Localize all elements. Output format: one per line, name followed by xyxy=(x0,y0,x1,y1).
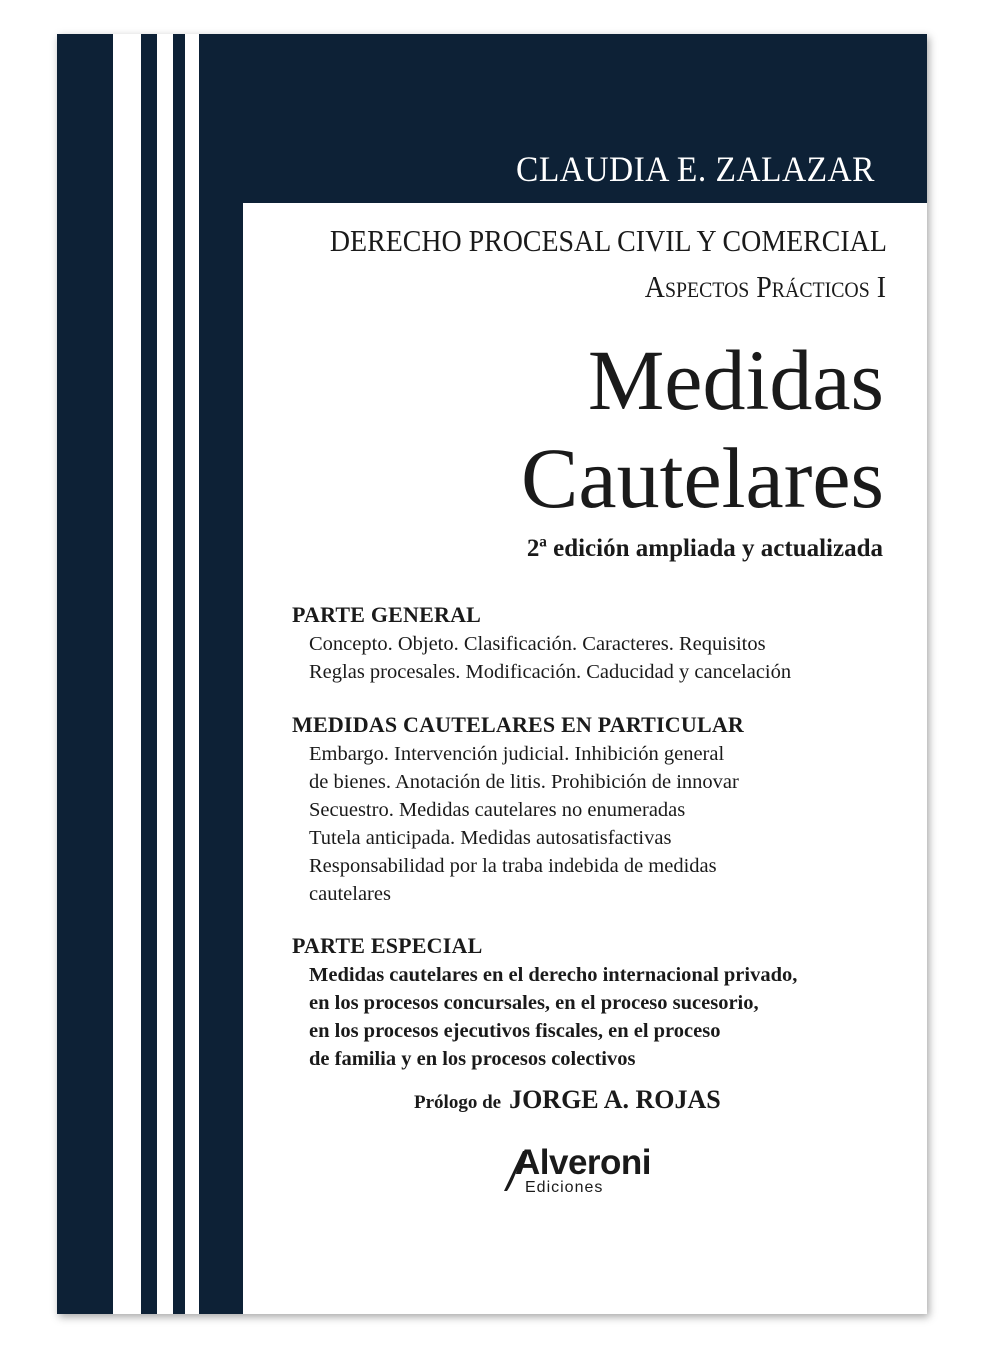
section-line: Concepto. Objeto. Clasificación. Caracteres. Requisitos xyxy=(309,633,766,655)
book-cover xyxy=(57,34,927,1314)
edition-note: 2ª edición ampliada y actualizada xyxy=(526,535,883,562)
section-heading: MEDIDAS CAUTELARES EN PARTICULAR xyxy=(292,712,744,737)
section-line: Medidas cautelares en el derecho internacional privado, xyxy=(309,964,798,986)
cover-stripe xyxy=(185,34,199,1314)
section-heading: PARTE ESPECIAL xyxy=(292,933,483,958)
prologue-credit xyxy=(414,1085,721,1115)
book-title xyxy=(521,331,884,527)
section-line: Reglas procesales. Modificación. Caducidad y cancelación xyxy=(309,661,792,683)
author-name: CLAUDIA E. ZALAZAR xyxy=(516,149,875,189)
section-line: Tutela anticipada. Medidas autosatisfactivas xyxy=(309,827,672,849)
section-medidas-en-particular xyxy=(292,712,744,908)
book-title-line-1: Medidas xyxy=(587,332,884,428)
section-line: en los procesos ejecutivos fiscales, en el proceso xyxy=(309,1020,721,1042)
publisher-subtitle: Ediciones xyxy=(525,1179,604,1196)
section-parte-general xyxy=(292,602,791,686)
cover-stripe xyxy=(113,34,141,1314)
section-line: cautelares xyxy=(309,883,391,905)
publisher-name: Alveroni xyxy=(515,1143,652,1182)
section-parte-especial xyxy=(292,933,797,1073)
cover-stripe xyxy=(157,34,173,1314)
cover-panel xyxy=(243,203,927,1314)
section-line: de bienes. Anotación de litis. Prohibición de innovar xyxy=(309,771,739,793)
book-title-line-2: Cautelares xyxy=(521,430,884,526)
series-subtitle: Aspectos Prácticos I xyxy=(644,269,886,304)
prologue-prefix: Prólogo de xyxy=(414,1092,502,1113)
section-line: Embargo. Intervención judicial. Inhibición general xyxy=(309,743,725,765)
section-line: en los procesos concursales, en el proceso sucesorio, xyxy=(309,992,759,1014)
section-heading: PARTE GENERAL xyxy=(292,602,482,627)
prologue-author: JORGE A. ROJAS xyxy=(509,1085,721,1114)
section-line: Responsabilidad por la traba indebida de medidas xyxy=(309,855,717,877)
section-line: Secuestro. Medidas cautelares no enumeradas xyxy=(309,799,686,821)
publisher-logo xyxy=(501,1143,681,1203)
series-title: DERECHO PROCESAL CIVIL Y COMERCIAL xyxy=(330,223,887,258)
section-line: de familia y en los procesos colectivos xyxy=(309,1048,636,1070)
